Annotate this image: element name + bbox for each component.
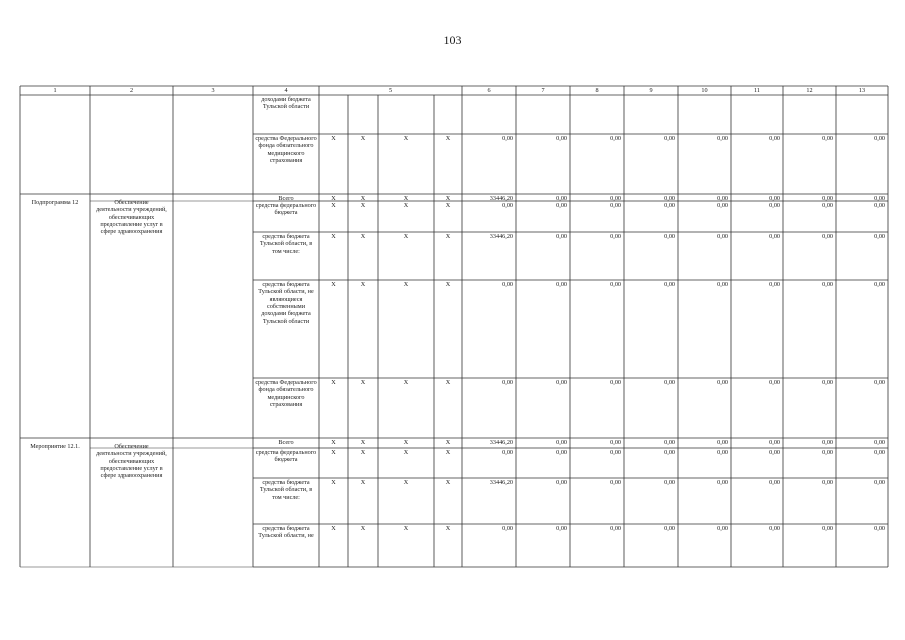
amount-value: 0,00 — [717, 233, 728, 240]
x-marker: X — [331, 281, 336, 288]
x-marker: X — [360, 479, 366, 486]
amount-value: 0,00 — [610, 135, 621, 142]
amount-value: 0,00 — [822, 525, 833, 532]
x-marker: X — [445, 135, 451, 142]
amount-value: 0,00 — [610, 202, 621, 209]
funding-source-label: средства федерального бюджета — [255, 449, 317, 464]
amount-value: 0,00 — [822, 233, 833, 240]
x-marker: X — [403, 202, 409, 209]
amount-value: 0,00 — [874, 233, 885, 240]
amount-value: 0,00 — [502, 525, 513, 532]
amount-value: 33446,20 — [489, 439, 513, 446]
column-number: 6 — [487, 87, 491, 94]
amount-value: 0,00 — [822, 439, 833, 446]
x-marker: X — [445, 195, 451, 202]
amount-value: 0,00 — [556, 479, 567, 486]
amount-value: 0,00 — [610, 233, 621, 240]
column-number: 11 — [754, 87, 760, 94]
amount-value: 0,00 — [874, 479, 885, 486]
amount-value: 0,00 — [822, 379, 833, 386]
amount-value: 0,00 — [664, 135, 675, 142]
x-marker: X — [360, 281, 366, 288]
x-marker: X — [360, 233, 366, 240]
amount-value: 0,00 — [556, 379, 567, 386]
x-marker: X — [445, 281, 451, 288]
column-number: 5 — [388, 87, 393, 94]
amount-value: 0,00 — [769, 202, 780, 209]
x-marker: X — [445, 202, 451, 209]
amount-value: 0,00 — [717, 202, 728, 209]
program-label: Мероприятие 12.1. — [30, 443, 80, 450]
amount-value: 0,00 — [610, 195, 621, 202]
amount-value: 0,00 — [769, 439, 780, 446]
x-marker: X — [445, 379, 451, 386]
amount-value: 0,00 — [556, 439, 567, 446]
amount-value: 0,00 — [664, 379, 675, 386]
x-marker: X — [403, 281, 409, 288]
column-number: 12 — [806, 87, 813, 94]
x-marker: X — [403, 449, 409, 456]
column-number: 13 — [858, 87, 866, 94]
amount-value: 0,00 — [874, 439, 885, 446]
amount-value: 0,00 — [769, 233, 780, 240]
amount-value: 0,00 — [664, 195, 675, 202]
amount-value: 0,00 — [502, 202, 513, 209]
funding-source-label: средства Федерального фонда обязательного медицинского страхования — [255, 379, 317, 408]
amount-value: 0,00 — [822, 195, 833, 202]
amount-value: 0,00 — [556, 449, 567, 456]
amount-value: 0,00 — [874, 135, 885, 142]
amount-value: 0,00 — [717, 135, 728, 142]
amount-value: 0,00 — [610, 379, 621, 386]
amount-value: 0,00 — [822, 479, 833, 486]
x-marker: X — [331, 439, 336, 446]
amount-value: 0,00 — [556, 525, 567, 532]
x-marker: X — [403, 195, 409, 202]
x-marker: X — [403, 525, 409, 532]
amount-value: 33446,20 — [489, 195, 513, 202]
x-marker: X — [403, 379, 409, 386]
amount-value: 0,00 — [769, 379, 780, 386]
funding-source-label: средства бюджета Тульской области, в том числе: — [259, 479, 313, 501]
amount-value: 0,00 — [502, 281, 513, 288]
program-label: Подпрограмма 12 — [31, 199, 79, 206]
amount-value: 0,00 — [822, 202, 833, 209]
x-marker: X — [403, 135, 409, 142]
amount-value: 0,00 — [822, 135, 833, 142]
amount-value: 0,00 — [610, 479, 621, 486]
amount-value: 0,00 — [769, 281, 780, 288]
x-marker: X — [331, 135, 336, 142]
amount-value: 0,00 — [556, 135, 567, 142]
x-marker: X — [331, 525, 336, 532]
x-marker: X — [445, 479, 451, 486]
column-number: 10 — [701, 87, 708, 94]
amount-value: 0,00 — [874, 195, 885, 202]
x-marker: X — [360, 439, 366, 446]
amount-value: 0,00 — [769, 525, 780, 532]
amount-value: 0,00 — [822, 281, 833, 288]
x-marker: X — [360, 202, 366, 209]
x-marker: X — [445, 525, 451, 532]
amount-value: 0,00 — [769, 479, 780, 486]
funding-source-label: средства Федерального фонда обязательного медицинского страхования — [255, 135, 317, 164]
amount-value: 0,00 — [502, 449, 513, 456]
x-marker: X — [331, 233, 336, 240]
amount-value: 33446,20 — [489, 233, 513, 240]
x-marker: X — [360, 449, 366, 456]
amount-value: 0,00 — [610, 525, 621, 532]
x-marker: X — [445, 449, 451, 456]
amount-value: 0,00 — [664, 202, 675, 209]
column-number: 3 — [211, 87, 215, 94]
amount-value: 0,00 — [610, 449, 621, 456]
amount-value: 0,00 — [717, 449, 728, 456]
funding-source-label: средства федерального бюджета — [255, 202, 317, 217]
x-marker: X — [331, 379, 336, 386]
column-number: 1 — [53, 87, 57, 94]
amount-value: 0,00 — [556, 195, 567, 202]
amount-value: 0,00 — [822, 449, 833, 456]
x-marker: X — [403, 233, 409, 240]
amount-value: 0,00 — [717, 379, 728, 386]
amount-value: 0,00 — [717, 479, 728, 486]
x-marker: X — [331, 195, 336, 202]
amount-value: 0,00 — [874, 281, 885, 288]
x-marker: X — [360, 195, 366, 202]
amount-value: 0,00 — [874, 202, 885, 209]
program-description: Обеспечение деятельности учреждений, обеспечивающих предоставление услуг в сфере здравоохранения — [96, 199, 167, 236]
amount-value: 0,00 — [717, 439, 728, 446]
amount-value: 0,00 — [717, 195, 728, 202]
amount-value: 0,00 — [717, 525, 728, 532]
amount-value: 0,00 — [502, 135, 513, 142]
funding-source-label: средства бюджета Тульской области, не — [258, 525, 314, 540]
amount-value: 0,00 — [717, 281, 728, 288]
x-marker: X — [360, 525, 366, 532]
amount-value: 0,00 — [556, 202, 567, 209]
amount-value: 0,00 — [664, 281, 675, 288]
page-number: 103 — [443, 33, 462, 47]
x-marker: X — [445, 439, 451, 446]
column-number: 4 — [284, 87, 288, 94]
funding-source-label: Всего — [278, 439, 294, 446]
amount-value: 0,00 — [874, 379, 885, 386]
amount-value: 0,00 — [610, 281, 621, 288]
funding-source-label: доходами бюджета Тульской области — [261, 96, 311, 111]
amount-value: 0,00 — [664, 479, 675, 486]
amount-value: 0,00 — [769, 195, 780, 202]
amount-value: 0,00 — [769, 135, 780, 142]
program-description: Обеспечение деятельности учреждений, обеспечивающих предоставление услуг в сфере здравоохранения — [96, 443, 167, 480]
x-marker: X — [403, 439, 409, 446]
amount-value: 0,00 — [769, 449, 780, 456]
amount-value: 0,00 — [874, 449, 885, 456]
x-marker: X — [360, 379, 366, 386]
amount-value: 0,00 — [664, 439, 675, 446]
funding-source-label: средства бюджета Тульской области, в том числе: — [259, 233, 313, 255]
x-marker: X — [360, 135, 366, 142]
column-number: 9 — [649, 87, 653, 94]
column-number: 8 — [595, 87, 599, 94]
x-marker: X — [445, 233, 451, 240]
amount-value: 0,00 — [556, 233, 567, 240]
column-number: 7 — [541, 87, 545, 94]
x-marker: X — [403, 479, 409, 486]
amount-value: 0,00 — [664, 449, 675, 456]
amount-value: 0,00 — [610, 439, 621, 446]
x-marker: X — [331, 449, 336, 456]
funding-source-label: средства бюджета Тульской области, не являющиеся собственными доходами бюджета Тульской области — [258, 281, 314, 325]
amount-value: 33446,20 — [489, 479, 513, 486]
amount-value: 0,00 — [664, 525, 675, 532]
funding-source-label: Всего — [278, 195, 294, 202]
x-marker: X — [331, 479, 336, 486]
amount-value: 0,00 — [664, 233, 675, 240]
x-marker: X — [331, 202, 336, 209]
amount-value: 0,00 — [502, 379, 513, 386]
amount-value: 0,00 — [874, 525, 885, 532]
column-number: 2 — [129, 87, 134, 94]
amount-value: 0,00 — [556, 281, 567, 288]
